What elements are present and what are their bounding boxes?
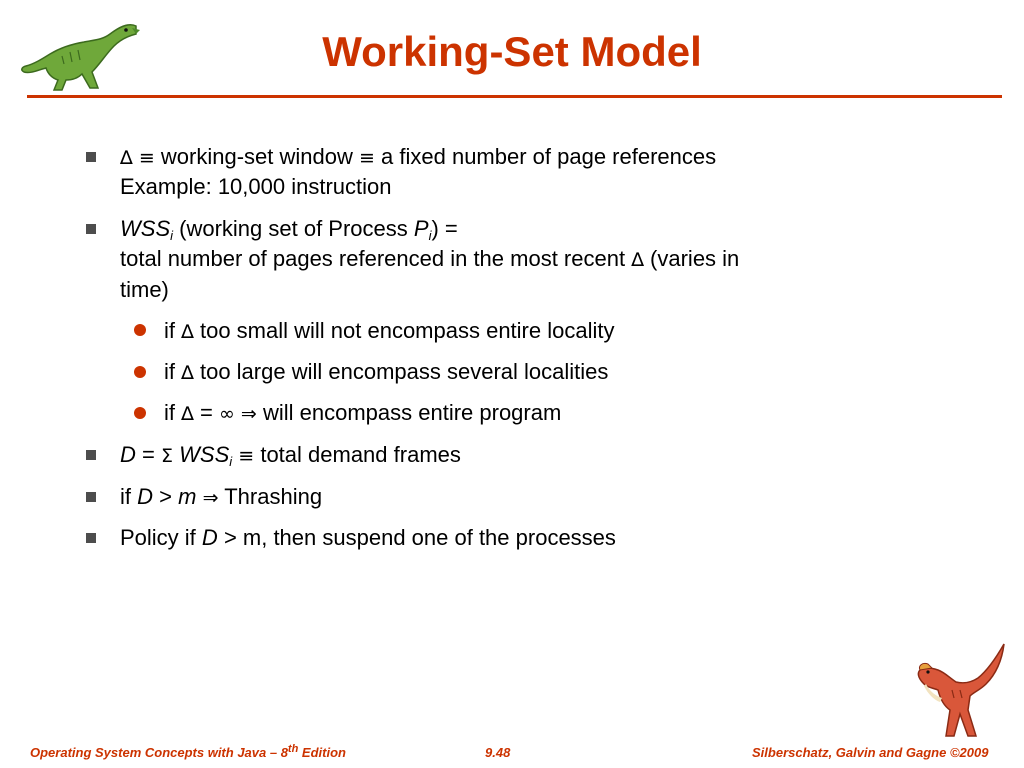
round-bullet-icon [134, 324, 146, 336]
square-bullet-icon [86, 152, 96, 162]
footer-book-title: Operating System Concepts with Java – 8th Edition [30, 743, 346, 760]
page-title: Working-Set Model [322, 28, 702, 75]
subbullet-infinite: if ∆ = ∞ ⇒ will encompass entire program [164, 400, 562, 425]
round-bullet-icon [134, 366, 146, 378]
bullet-thrashing: if D > m ⇒ Thrashing [120, 484, 323, 509]
footer-page-number: 9.48 [485, 745, 511, 760]
subbullet-too-small: if ∆ too small will not encompass entire locality [164, 318, 615, 343]
subbullet-too-large: if ∆ too large will encompass several localities [164, 359, 609, 384]
square-bullet-icon [86, 533, 96, 543]
bullet-wss-definition: $WSS_i$ (working set of Process $P_i$) = [120, 216, 458, 243]
bullet-working-set-window: ∆ ≡ working-set window ≡ a fixed number of page references [120, 144, 717, 169]
bullet-policy: Policy if D > m, then suspend one of the processes [120, 525, 616, 550]
square-bullet-icon [86, 224, 96, 234]
square-bullet-icon [86, 492, 96, 502]
footer-authors: Silberschatz, Galvin and Gagne ©2009 [752, 745, 989, 760]
bullet-total-demand: D = Σ $WSS_i$ ≡ total demand frames [120, 442, 461, 469]
bullet-wss-line3: time) [120, 277, 169, 302]
bullet-example: Example: 10,000 instruction [120, 174, 392, 199]
bullet-wss-line2: total number of pages referenced in the most recent ∆ (varies in [120, 246, 740, 271]
round-bullet-icon [134, 407, 146, 419]
red-dinosaur-icon [906, 640, 1010, 744]
square-bullet-icon [86, 450, 96, 460]
